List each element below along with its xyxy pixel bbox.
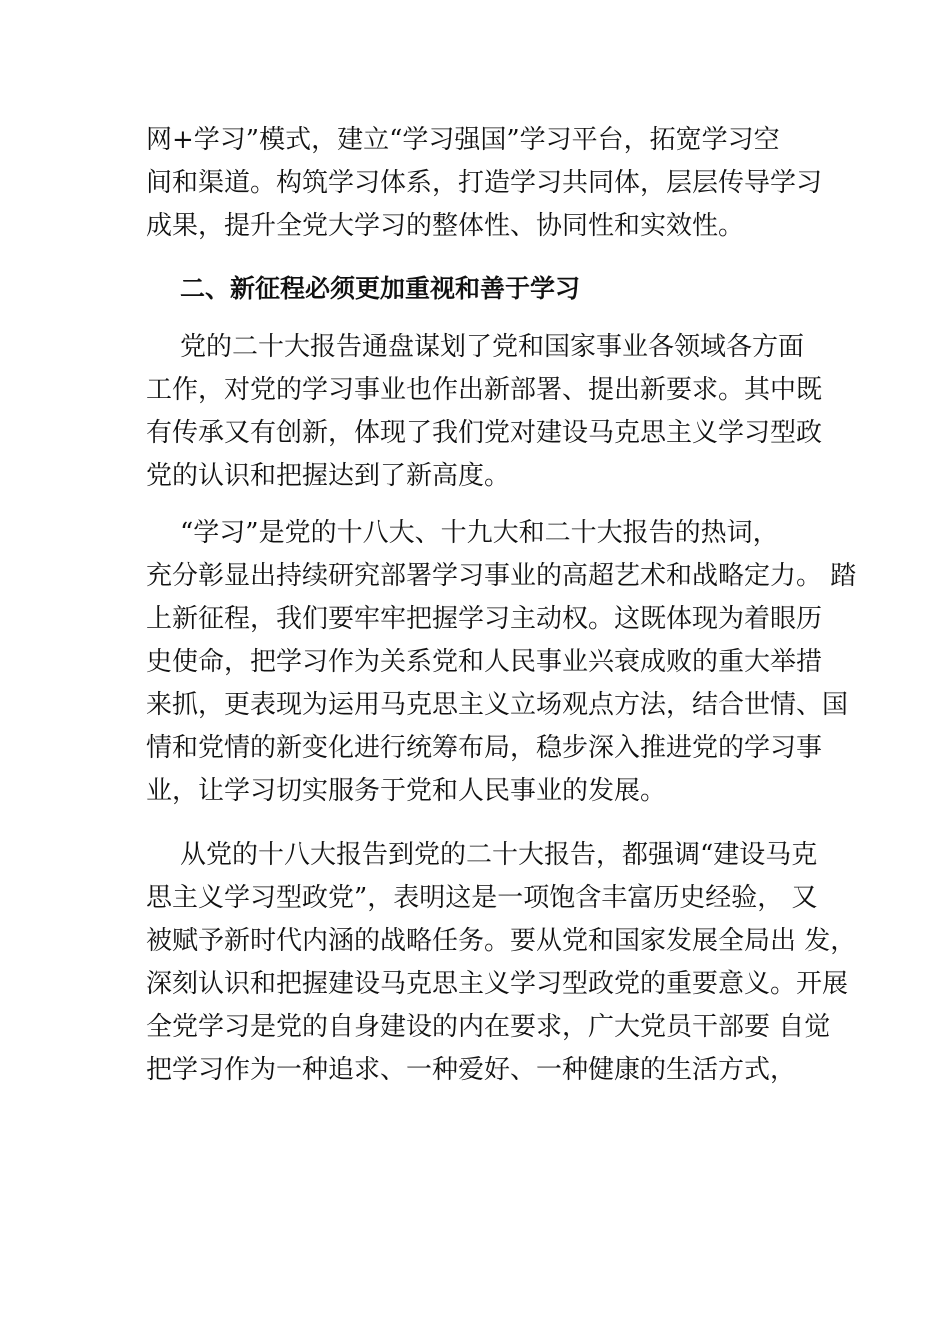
paragraph-3-line: “学习”是党的十八大、十九大和二十大报告的热词， (180, 518, 779, 548)
paragraph-4-line: 从党的十八大报告到党的二十大报告，都强调“建设马克 (180, 840, 818, 870)
paragraph-2-line: 党的二十大报告通盘谋划了党和国家事业各领域各方面 (180, 332, 805, 362)
paragraph-3-line: 上新征程，我们要牢牢把握学习主动权。这既体现为着眼历 (146, 604, 823, 634)
paragraph-3-line: 业，让学习切实服务于党和人民事业的发展。 (146, 776, 667, 806)
paragraph-3-line: 来抓，更表现为运用马克思主义立场观点方法，结合世情、国 (146, 690, 849, 720)
paragraph-1-line: 间和渠道。构筑学习体系，打造学习共同体，层层传导学习 (146, 168, 823, 198)
paragraph-3-line: 史使命，把学习作为关系党和人民事业兴衰成败的重大举措 (146, 647, 823, 677)
paragraph-4-line: 全党学习是党的自身建设的内在要求，广大党员干部要 自觉 (146, 1012, 831, 1042)
paragraph-4-line: 被赋予新时代内涵的战略任务。要从党和国家发展全局出 发， (146, 926, 857, 956)
paragraph-4-line: 深刻认识和把握建设马克思主义学习型政党的重要意义。开展 (146, 969, 849, 999)
paragraph-2-line: 有传承又有创新，体现了我们党对建设马克思主义学习型政 (146, 418, 823, 448)
paragraph-4-line: 思主义学习型政党”，表明这是一项饱含丰富历史经验， 又 (146, 883, 818, 913)
paragraph-3-line: 充分彰显出持续研究部署学习事业的高超艺术和战略定力。 踏 (146, 561, 857, 591)
paragraph-3-line: 情和党情的新变化进行统筹布局，稳步深入推进党的学习事 (146, 733, 823, 763)
section-heading: 二、新征程必须更加重视和善于学习 (180, 274, 581, 303)
paragraph-1-line: 成果，提升全党大学习的整体性、协同性和实效性。 (146, 211, 745, 241)
paragraph-2-line: 工作，对党的学习事业也作出新部署、提出新要求。其中既 (146, 375, 823, 405)
paragraph-2-line: 党的认识和把握达到了新高度。 (146, 461, 511, 491)
paragraph-1-line: 网+学习”模式，建立“学习强国”学习平台，拓宽学习空 (146, 125, 780, 155)
paragraph-4-line: 把学习作为一种追求、一种爱好、一种健康的生活方式， (146, 1055, 797, 1085)
